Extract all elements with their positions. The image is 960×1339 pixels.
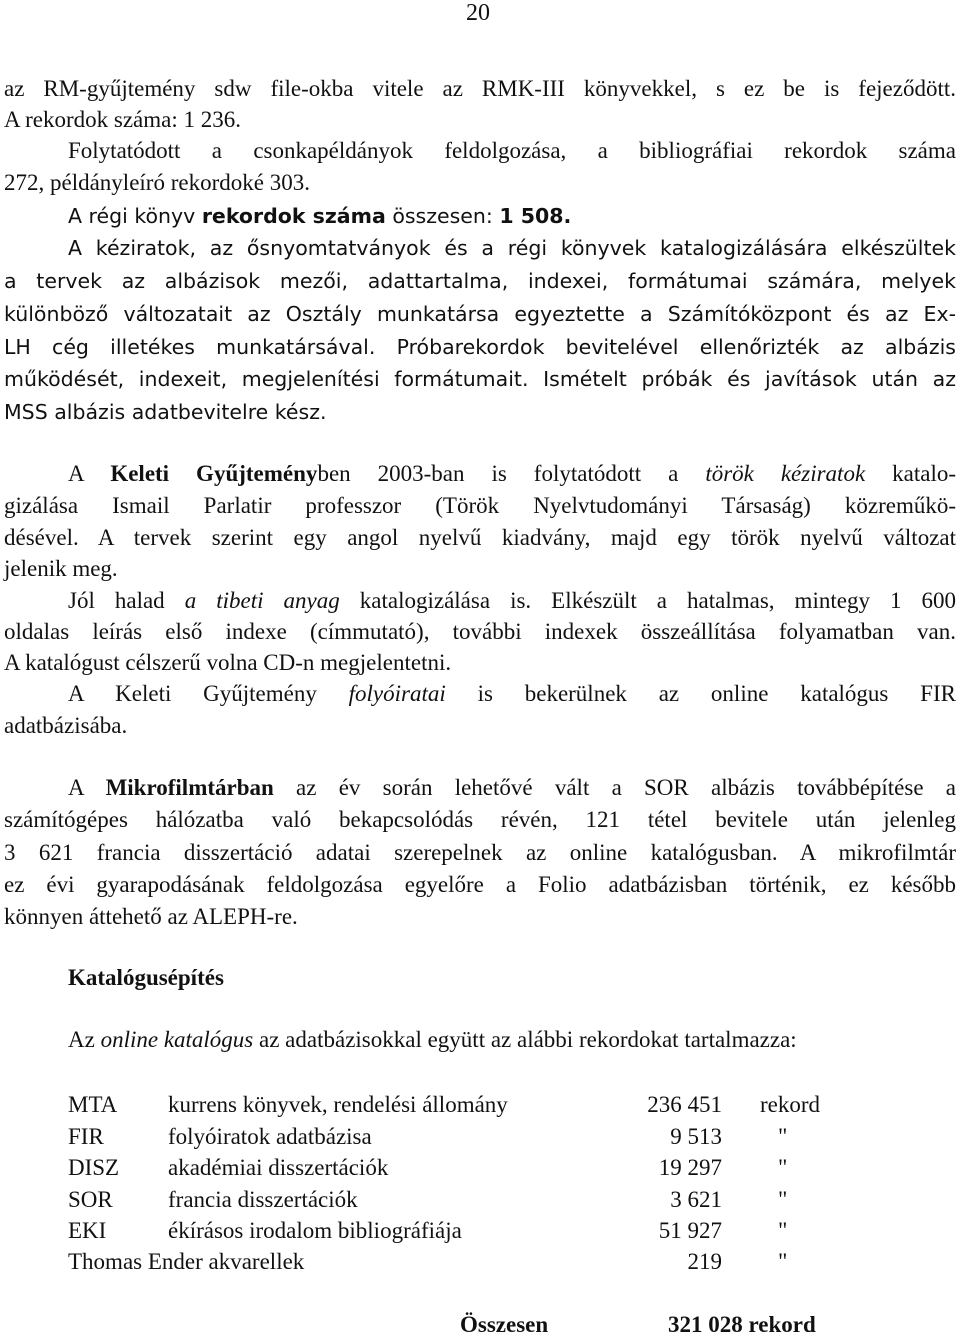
text-line: különböző változatait az Osztály munkatársa egyeztette a Számítóközpont és az Ex- xyxy=(4,302,956,326)
table-desc: kurrens könyvek, rendelési állomány xyxy=(168,1092,508,1117)
table-count: 236 451 xyxy=(647,1092,722,1117)
table-unit: rekord xyxy=(760,1092,821,1117)
mikro-line: A Mikrofilmtárban az év során lehetővé vált a SOR albázis továbbépítése a xyxy=(68,775,956,800)
table-code: Thomas Ender akvarellek xyxy=(68,1249,305,1274)
keleti-line: adatbázisába. xyxy=(4,713,128,738)
mikro-line: 3 621 francia disszertáció adatai szerepelnek az online katalógusban. A mikrofilmtár xyxy=(4,840,956,865)
mikro-line: számítógépes hálózatba való bekapcsolódás révén, 121 tétel bevitele után jelenleg xyxy=(4,807,956,832)
intro-line: Az online katalógus az adatbázisokkal együtt az alábbi rekordokat tartalmazza: xyxy=(68,1027,797,1052)
text-line: működését, indexeit, megjelenítési formátumait. Ismételt próbák és javítások után az xyxy=(4,367,956,391)
text-line: 272, példányleíró rekordoké 303. xyxy=(4,170,310,195)
text-line: A kéziratok, az ősnyomtatványok és a régi könyvek katalogizálására elkészültek xyxy=(68,236,956,260)
total-label: Összesen xyxy=(460,1312,549,1337)
table-unit: " xyxy=(778,1155,788,1180)
text-line: a tervek az albázisok mezői, adattartalma, indexei, formátumai számára, melyek xyxy=(4,269,956,293)
section-heading: Katalógusépítés xyxy=(68,965,224,990)
table-count: 19 297 xyxy=(658,1155,722,1180)
table-desc: akadémiai disszertációk xyxy=(168,1155,389,1180)
table-unit: " xyxy=(778,1187,788,1212)
keleti-line: A Keleti Gyűjtemény folyóiratai is bekerülnek az online katalógus FIR xyxy=(68,681,956,706)
table-desc: ékírásos irodalom bibliográfiája xyxy=(168,1218,462,1243)
keleti-line: Jól halad a tibeti anyag katalogizálása is. Elkészült a hatalmas, mintegy 1 600 xyxy=(68,588,956,613)
keleti-line: A Keleti Gyűjteményben 2003-ban is folytatódott a török kéziratok katalo- xyxy=(68,461,956,486)
table-count: 219 xyxy=(687,1249,722,1274)
keleti-line: gizálása Ismail Parlatir professzor (Török Nyelvtudományi Társaság) közreműkö- xyxy=(4,493,956,518)
table-code: MTA xyxy=(68,1092,118,1117)
table-row xyxy=(68,1124,868,1150)
text-line: MSS albázis adatbevitelre kész. xyxy=(4,400,327,424)
table-code: SOR xyxy=(68,1187,113,1212)
table-unit: " xyxy=(778,1249,788,1274)
text-line: Folytatódott a csonkapéldányok feldolgozása, a bibliográfiai rekordok száma xyxy=(68,138,956,163)
text-line: az RM-gyűjtemény sdw file-okba vitele az RMK-III könyvekkel, s ez be is fejeződött. xyxy=(4,76,956,101)
table-count: 51 927 xyxy=(658,1218,722,1243)
keleti-line: A katalógust célszerű volna CD-n megjelentetni. xyxy=(4,650,452,675)
table-code: EKI xyxy=(68,1218,107,1243)
keleti-line: oldalas leírás első indexe (címmutató), további indexek összeállítása folyamatban van. xyxy=(4,619,956,644)
page-number: 20 xyxy=(466,0,490,26)
table-desc: francia disszertációk xyxy=(168,1187,358,1212)
table-code: FIR xyxy=(68,1124,104,1149)
table-unit: " xyxy=(778,1218,788,1243)
table-unit: " xyxy=(778,1124,788,1149)
table-code: DISZ xyxy=(68,1155,120,1180)
text-line: A régi könyv rekordok száma összesen: 1 508. xyxy=(68,204,572,228)
total-value: 321 028 rekord xyxy=(668,1312,816,1337)
table-count: 3 621 xyxy=(670,1187,722,1212)
table-row xyxy=(68,1155,868,1181)
keleti-line: désével. A tervek szerint egy angol nyelvű kiadvány, majd egy török nyelvű változat xyxy=(4,525,956,550)
table-row xyxy=(68,1218,868,1244)
mikro-line: könnyen áttehető az ALEPH-re. xyxy=(4,904,298,929)
table-row xyxy=(68,1187,868,1213)
table-row xyxy=(68,1249,868,1275)
mikro-line: ez évi gyarapodásának feldolgozása egyelőre a Folio adatbázisban történik, ez később xyxy=(4,872,956,897)
table-count: 9 513 xyxy=(670,1124,722,1149)
text-line: LH cég illetékes munkatársával. Próbarekordok bevitelével ellenőrizték az albázis xyxy=(4,335,956,359)
table-desc: folyóiratok adatbázisa xyxy=(168,1124,372,1149)
table-row xyxy=(68,1092,868,1118)
text-line: A rekordok száma: 1 236. xyxy=(4,107,241,132)
keleti-line: jelenik meg. xyxy=(4,556,118,581)
